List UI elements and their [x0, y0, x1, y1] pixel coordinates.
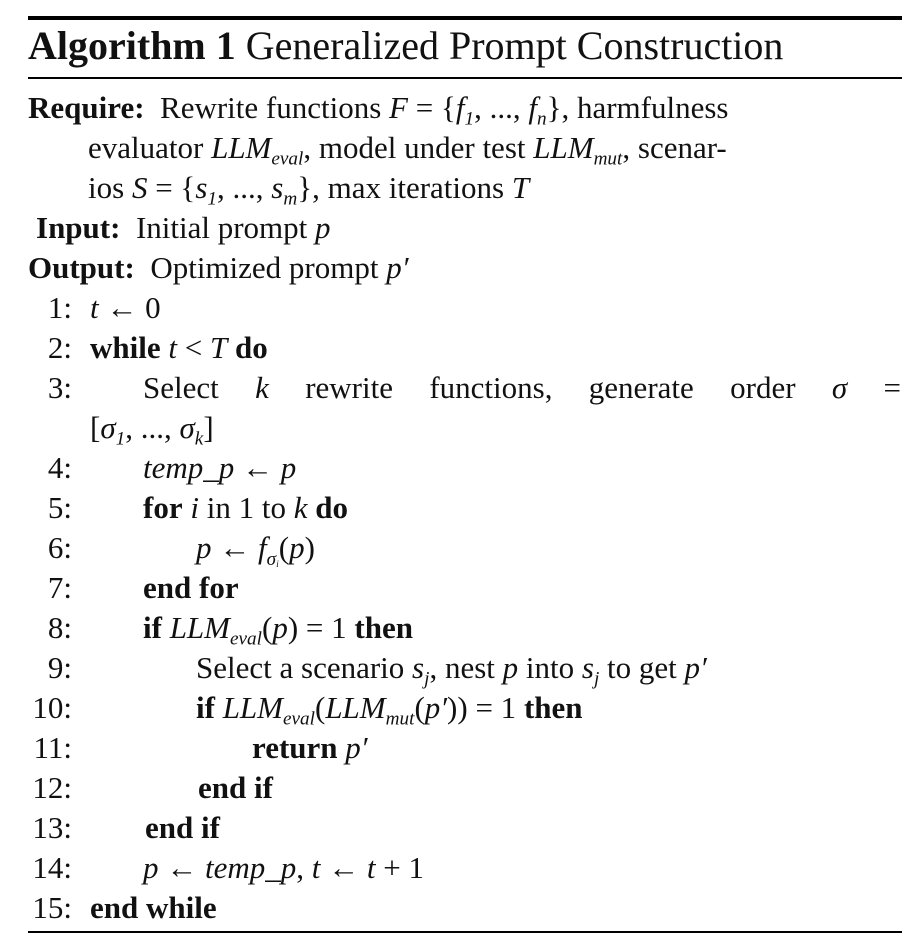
step-number: 12: — [32, 770, 72, 805]
step-14: p ← temp_p, t ← t + 1 — [143, 850, 424, 885]
step-1: t ← 0 — [90, 290, 161, 325]
step-11: return p′ — [252, 730, 368, 765]
require-model: , model under test — [303, 130, 526, 165]
algorithm-label: Algorithm 1 — [28, 23, 236, 68]
require-harmfulness: , harmfulness — [561, 90, 729, 125]
step-5: for i in 1 to k do — [143, 490, 348, 525]
step-13: end if — [145, 810, 220, 845]
step-number: 1: — [47, 290, 72, 325]
require-line-3: ios $S = \{s_1$, ..., $s_m$}, max iterations T — [88, 170, 530, 210]
step-number: 14: — [32, 850, 72, 885]
step-number: 5: — [47, 490, 72, 525]
step-number: 4: — [47, 450, 72, 485]
algorithm-name: Generalized Prompt Construction — [245, 23, 784, 68]
step-3-cont: [$\sigma_1$, ..., $\sigma_k$] — [90, 410, 214, 450]
require-ios: ios — [88, 170, 125, 205]
bottom-rule — [28, 931, 902, 933]
step-4: temp_p ← p — [143, 450, 297, 485]
output-text: Optimized prompt — [150, 250, 379, 285]
step-number: 7: — [47, 570, 72, 605]
step-number: 11: — [33, 730, 72, 765]
step-10: if $LLM_{eval}(LLM_{mut}(p')) = 1$ then — [196, 690, 583, 730]
step-15: end while — [90, 890, 217, 925]
step-12: end if — [198, 770, 273, 805]
step-2: while t < T do — [90, 330, 268, 365]
step-number: 8: — [47, 610, 72, 645]
input-label: Input: — [36, 210, 121, 245]
step-8: if $LLM_{eval}(p) = 1$ then — [143, 610, 413, 650]
input-text: Initial prompt — [135, 210, 308, 245]
step-number: 15: — [32, 890, 72, 925]
output-label: Output: — [28, 250, 135, 285]
step-number: 3: — [47, 370, 72, 405]
title-rule — [28, 77, 902, 79]
step-number: 2: — [47, 330, 72, 365]
step-9: Select a scenario $s_j$, nest p into $s_j$ to get p′ — [196, 650, 707, 690]
step-number: 13: — [32, 810, 72, 845]
require-text: Rewrite functions — [160, 90, 382, 125]
require-line-1: Require: Rewrite functions $F = \{f_1$, ..., $f_n$}, harmfulness — [28, 90, 729, 130]
require-line-2: evaluator $LLM_{eval}$, model under test $LLM_{mut}$, scenar- — [88, 130, 727, 170]
output-line: Output: Optimized prompt p′ — [28, 250, 409, 285]
step-number: 10: — [32, 690, 72, 725]
input-line: Input: Initial prompt p — [36, 210, 331, 245]
step-number: 9: — [47, 650, 72, 685]
require-evaluator: evaluator — [88, 130, 204, 165]
require-scenar: , scenar- — [622, 130, 727, 165]
step-3: Select k rewrite functions, generate order σ = — [143, 370, 901, 405]
step-6: p ← $f_{\sigma_i}(p)$ — [196, 530, 315, 570]
step-7: end for — [143, 570, 239, 605]
require-max: , max iterations — [312, 170, 505, 205]
step-number: 6: — [47, 530, 72, 565]
algorithm-title — [28, 20, 783, 72]
require-label: Require: — [28, 90, 145, 125]
